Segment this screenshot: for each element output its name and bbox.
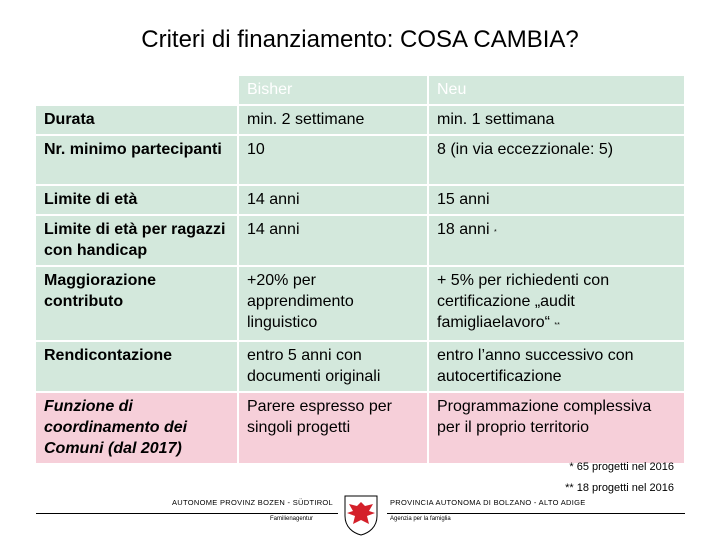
row-label: Durata <box>36 105 238 135</box>
cell-neu-text: min. 1 settimana <box>437 111 555 128</box>
comparison-table <box>36 76 684 465</box>
cell-neu-text: 15 anni <box>437 191 490 208</box>
header-neu: Neu <box>428 76 684 105</box>
table-row <box>36 266 684 341</box>
logo-right-org: PROVINCIA AUTONOMA DI BOLZANO - ALTO ADIGE <box>390 498 586 507</box>
cell-neu <box>428 105 684 135</box>
table-row <box>36 341 684 392</box>
table-row <box>36 135 684 185</box>
header-bisher: Bisher <box>238 76 428 105</box>
row-label: Rendicontazione <box>36 341 238 392</box>
cell-neu <box>428 266 684 341</box>
logo-left-org: AUTONOME PROVINZ BOZEN - SÜDTIROL <box>172 498 334 507</box>
cell-bisher: +20% per apprendimento linguistico <box>238 266 428 341</box>
cell-neu-text: 8 (in via eccezzionale: 5) <box>437 141 614 158</box>
table-row <box>36 215 684 266</box>
table-row <box>36 185 684 215</box>
footnote-marker: * <box>493 229 497 236</box>
row-label: Maggiorazione contributo <box>36 266 238 341</box>
footnote-2: ** 18 progetti nel 2016 <box>565 482 674 494</box>
logo-left-divider <box>36 513 338 514</box>
cell-neu-text: Programmazione complessiva per il proprio territorio <box>437 398 652 436</box>
cell-neu <box>428 341 684 392</box>
row-label: Limite di età <box>36 185 238 215</box>
header-cell-empty <box>36 76 238 105</box>
table-row <box>36 392 684 464</box>
table-row <box>36 105 684 135</box>
cell-bisher: 14 anni <box>238 215 428 266</box>
slide-title <box>0 26 720 54</box>
row-label: Limite di età per ragazzi con handicap <box>36 215 238 266</box>
cell-bisher: entro 5 anni con documenti originali <box>238 341 428 392</box>
footnote-marker: ** <box>554 322 560 329</box>
cell-neu-text: 18 anni <box>437 221 490 238</box>
slide-title-text: Criteri di finanziamento: COSA CAMBIA? <box>141 26 579 53</box>
cell-neu <box>428 392 684 464</box>
row-label: Nr. minimo partecipanti <box>36 135 238 185</box>
cell-bisher: 10 <box>238 135 428 185</box>
cell-bisher: 14 anni <box>238 185 428 215</box>
table-header-row <box>36 76 684 105</box>
cell-neu <box>428 185 684 215</box>
cell-neu-text: entro l’anno successivo con autocertificazione <box>437 347 634 385</box>
logo-left-sub: Familienagentur <box>270 516 314 522</box>
cell-bisher: Parere espresso per singoli progetti <box>238 392 428 464</box>
eagle-crest-icon <box>342 494 380 536</box>
cell-neu <box>428 135 684 185</box>
logo-right-divider <box>387 513 685 514</box>
logo-right-sub: Agenzia per la famiglia <box>390 516 451 522</box>
footnote-1: * 65 progetti nel 2016 <box>569 461 674 473</box>
row-label: Funzione di coordinamento dei Comuni (dal 2017) <box>36 392 238 464</box>
cell-bisher: min. 2 settimane <box>238 105 428 135</box>
cell-neu <box>428 215 684 266</box>
cell-neu-text: + 5% per richiedenti con certificazione „audit famigliaelavoro“ <box>437 272 610 331</box>
